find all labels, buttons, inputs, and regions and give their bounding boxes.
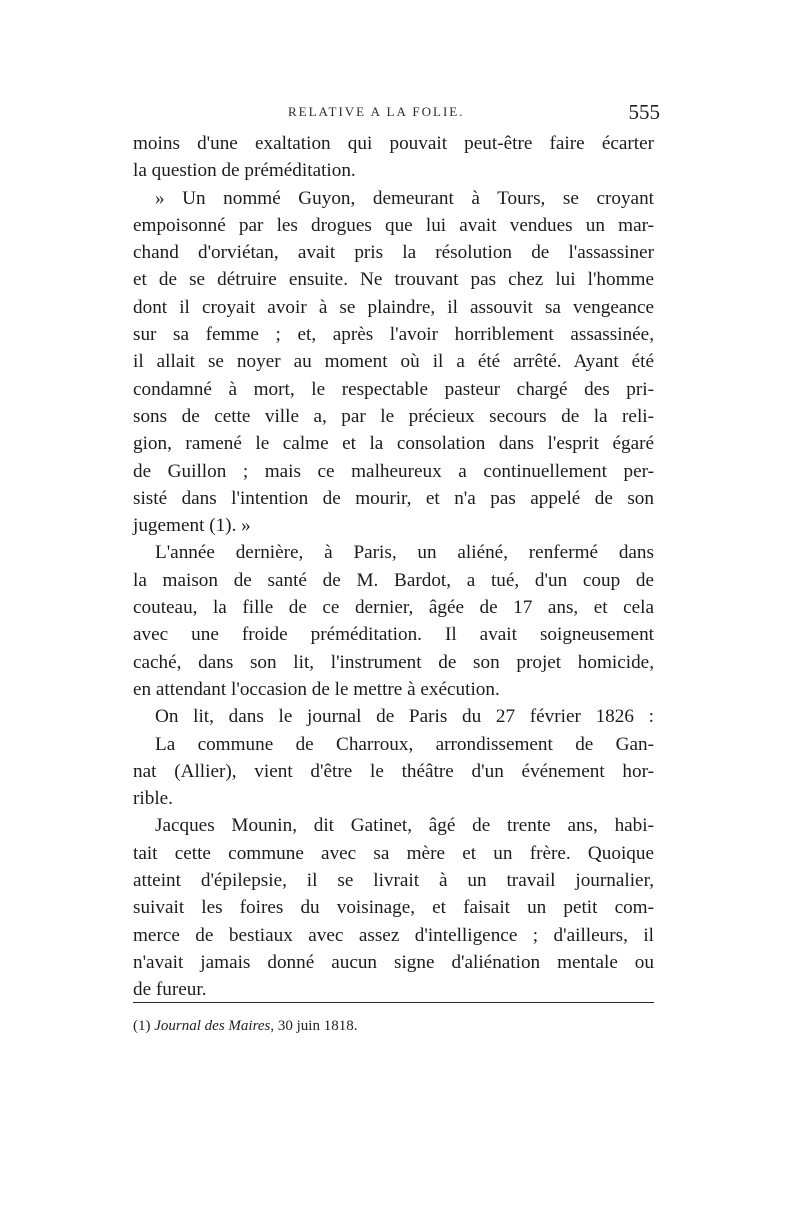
text-line: de Guillon ; mais ce malheureux a continuellement per- bbox=[133, 460, 654, 482]
text-line: atteint d'épilepsie, il se livrait à un travail journalier, bbox=[133, 870, 654, 892]
footnote-date: , 30 juin 1818. bbox=[270, 1018, 358, 1034]
text-line: tait cette commune avec sa mère et un frère. Quoique bbox=[133, 842, 654, 864]
text-line: gion, ramené le calme et la consolation dans l'esprit égaré bbox=[133, 433, 654, 455]
footnote-rule bbox=[133, 1002, 654, 1003]
text-line: suivait les foires du voisinage, et faisait un petit com- bbox=[133, 897, 654, 919]
text-line: couteau, la fille de ce dernier, âgée de 17 ans, et cela bbox=[133, 597, 654, 619]
text-line: avec une froide préméditation. Il avait soigneusement bbox=[133, 624, 654, 646]
text-line: sisté dans l'intention de mourir, et n'a pas appelé de son bbox=[133, 487, 654, 509]
page-number: 555 bbox=[628, 100, 660, 124]
text-line: » Un nommé Guyon, demeurant à Tours, se croyant bbox=[155, 187, 654, 209]
text-line: jugement (1). » bbox=[133, 515, 251, 537]
footnote-marker: (1) bbox=[133, 1018, 151, 1034]
text-line: il allait se noyer au moment où il a été arrêté. Ayant été bbox=[133, 351, 654, 373]
text-line: et de se détruire ensuite. Ne trouvant pas chez lui l'homme bbox=[133, 269, 654, 291]
body-text bbox=[133, 130, 654, 1004]
text-line: merce de bestiaux avec assez d'intelligence ; d'ailleurs, il bbox=[133, 924, 654, 946]
footnote-source: Journal des Maires bbox=[154, 1018, 271, 1034]
text-line: de fureur. bbox=[133, 979, 207, 1001]
footnote bbox=[133, 1018, 654, 1035]
text-line: nat (Allier), vient d'être le théâtre d'un événement hor- bbox=[133, 760, 654, 782]
text-line: On lit, dans le journal de Paris du 27 février 1826 : bbox=[155, 706, 654, 728]
text-line: en attendant l'occasion de le mettre à exécution. bbox=[133, 678, 500, 700]
page-header bbox=[130, 100, 660, 130]
text-line: caché, dans son lit, l'instrument de son projet homicide, bbox=[133, 651, 654, 673]
text-line: chand d'orviétan, avait pris la résolution de l'assassiner bbox=[133, 242, 654, 264]
text-line: moins d'une exaltation qui pouvait peut-être faire écarter bbox=[133, 133, 654, 154]
text-line: empoisonné par les drogues que lui avait vendues un mar- bbox=[133, 214, 654, 236]
text-line: L'année dernière, à Paris, un aliéné, renfermé dans bbox=[155, 542, 654, 564]
text-line: condamné à mort, le respectable pasteur chargé des pri- bbox=[133, 378, 654, 400]
text-line: sons de cette ville a, par le précieux secours de la reli- bbox=[133, 405, 654, 427]
text-line: la question de préméditation. bbox=[133, 160, 356, 182]
text-line: dont il croyait avoir à se plaindre, il assouvit sa vengeance bbox=[133, 296, 654, 318]
text-line: la maison de santé de M. Bardot, a tué, d'un coup de bbox=[133, 569, 654, 591]
running-head: RELATIVE A LA FOLIE. bbox=[288, 104, 465, 119]
text-line: rible. bbox=[133, 788, 173, 810]
text-line: Jacques Mounin, dit Gatinet, âgé de trente ans, habi- bbox=[155, 815, 654, 837]
text-line: sur sa femme ; et, après l'avoir horriblement assassinée, bbox=[133, 324, 654, 346]
text-line: n'avait jamais donné aucun signe d'aliénation mentale ou bbox=[133, 951, 654, 973]
text-line: La commune de Charroux, arrondissement de Gan- bbox=[155, 733, 654, 755]
